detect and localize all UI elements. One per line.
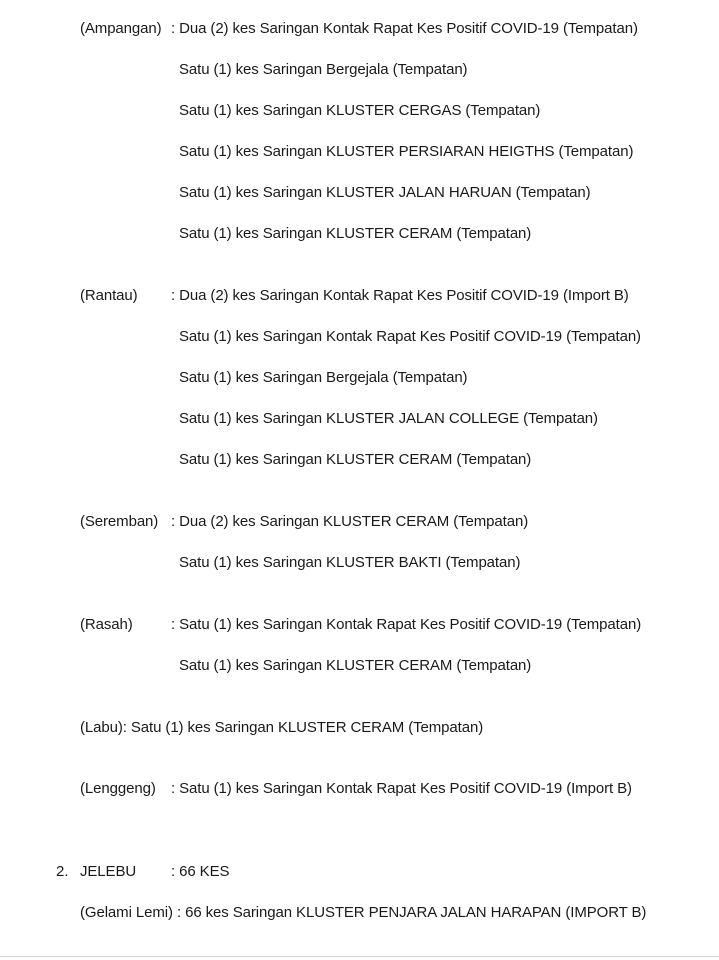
case-line: Satu (1) kes Saringan KLUSTER CERAM (Tempatan)	[179, 657, 532, 674]
case-line: : Dua (2) kes Saringan Kontak Rapat Kes Positif COVID-19 (Import B)	[171, 287, 629, 304]
district-name: JELEBU	[80, 863, 137, 880]
district-entry: (Gelami Lemi) : 66 kes Saringan KLUSTER PENJARA JALAN HARAPAN (IMPORT B)	[80, 904, 647, 921]
page-divider	[0, 956, 719, 957]
case-line: : Dua (2) kes Saringan Kontak Rapat Kes Positif COVID-19 (Tempatan)	[171, 20, 638, 37]
location-label-rantau: (Rantau)	[80, 287, 138, 304]
case-line: : Satu (1) kes Saringan Kontak Rapat Kes Positif COVID-19 (Import B)	[171, 780, 632, 797]
case-line: Satu (1) kes Saringan KLUSTER CERGAS (Tempatan)	[179, 102, 541, 119]
location-label-labu: (Labu): Satu (1) kes Saringan KLUSTER CERAM (Tempatan)	[80, 719, 484, 736]
location-label-seremban: (Seremban)	[80, 513, 159, 530]
case-line: : Satu (1) kes Saringan Kontak Rapat Kes Positif COVID-19 (Tempatan)	[171, 616, 642, 633]
case-line: Satu (1) kes Saringan KLUSTER CERAM (Tempatan)	[179, 451, 532, 468]
case-line: Satu (1) kes Saringan KLUSTER PERSIARAN HEIGTHS (Tempatan)	[179, 143, 634, 160]
case-line: Satu (1) kes Saringan Kontak Rapat Kes Positif COVID-19 (Tempatan)	[179, 328, 641, 345]
case-line: Satu (1) kes Saringan KLUSTER CERAM (Tempatan)	[179, 225, 532, 242]
case-line: Satu (1) kes Saringan KLUSTER BAKTI (Tempatan)	[179, 554, 521, 571]
case-line: Satu (1) kes Saringan Bergejala (Tempatan)	[179, 369, 468, 386]
case-line: Satu (1) kes Saringan KLUSTER JALAN HARUAN (Tempatan)	[179, 184, 591, 201]
case-line: Satu (1) kes Saringan KLUSTER JALAN COLLEGE (Tempatan)	[179, 410, 598, 427]
case-line: : Dua (2) kes Saringan KLUSTER CERAM (Tempatan)	[171, 513, 529, 530]
location-label-lenggeng: (Lenggeng)	[80, 780, 156, 797]
location-label-ampangan: (Ampangan)	[80, 20, 162, 37]
district-number: 2.	[56, 863, 69, 880]
district-total: : 66 KES	[171, 863, 230, 880]
location-label-rasah: (Rasah)	[80, 616, 133, 633]
case-line: Satu (1) kes Saringan Bergejala (Tempatan)	[179, 61, 468, 78]
